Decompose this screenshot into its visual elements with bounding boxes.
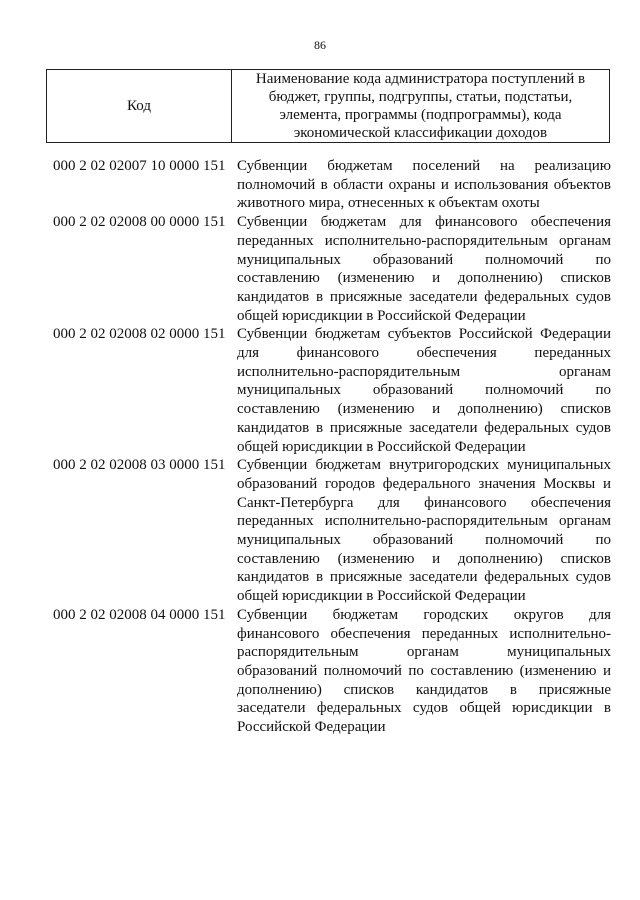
revenue-name-line: Российской Федерации xyxy=(237,719,386,736)
revenue-name-line: заседатели федеральных судов общей юрисдикции в xyxy=(237,700,611,717)
header-name-line: экономической классификации доходов xyxy=(293,125,548,141)
table-row xyxy=(53,213,611,325)
revenue-code: 000 2 02 02008 04 0000 151 xyxy=(53,606,226,623)
revenue-name-line: составлению (изменению и дополнению) списков xyxy=(237,270,611,287)
revenue-name-line: образований полномочий по составлению (изменению и xyxy=(237,662,611,679)
table-row xyxy=(53,325,611,456)
revenue-name-line: животного мира, отнесенных к объектам охоты xyxy=(237,195,540,212)
header-name-line: бюджет, группы, подгруппы, статьи, подстатьи, xyxy=(268,89,573,105)
revenue-code: 000 2 02 02008 02 0000 151 xyxy=(53,326,226,343)
revenue-name-line: Санкт-Петербурга для финансового обеспечения xyxy=(237,494,611,511)
header-name-line: элемента, программы (подпрограммы), кода xyxy=(279,107,562,123)
revenue-code: 000 2 02 02008 03 0000 151 xyxy=(53,457,226,474)
table-row xyxy=(53,606,611,737)
revenue-name-line: составлению (изменению и дополнению) списков xyxy=(237,550,611,567)
revenue-name-line: общей юрисдикции в Российской Федерации xyxy=(237,307,526,324)
page-number: 86 xyxy=(314,38,326,52)
revenue-name-line: Субвенции бюджетам субъектов Российской Федерации xyxy=(237,326,611,343)
revenue-name-line: Субвенции бюджетам внутригородских муниципальных xyxy=(237,457,611,474)
revenue-name-line: переданных исполнительно-распорядительным органам xyxy=(237,513,611,530)
revenue-name-line: финансового обеспечения переданных исполнительно- xyxy=(237,625,611,642)
header-name-line: Наименование кода администратора поступлений в xyxy=(255,71,586,87)
revenue-name-line: Субвенции бюджетам поселений на реализацию xyxy=(237,158,611,174)
revenue-name-line: для финансового обеспечения переданных xyxy=(237,345,611,362)
revenue-name-line: дополнению) списков кандидатов в присяжные xyxy=(237,681,611,698)
revenue-code: 000 2 02 02008 00 0000 151 xyxy=(53,214,226,231)
revenue-name-line: исполнительно-распорядительным органам xyxy=(237,363,611,380)
revenue-name-line: кандидатов в присяжные заседатели федеральных судов xyxy=(237,288,611,305)
revenue-name-line: муниципальных образований полномочий по xyxy=(237,251,611,268)
revenue-name-line: кандидатов в присяжные заседатели федеральных судов xyxy=(237,569,611,586)
revenue-name-line: кандидатов в присяжные заседатели федеральных судов xyxy=(237,419,611,436)
revenue-name xyxy=(237,213,611,325)
revenue-code: 000 2 02 02007 10 0000 151 xyxy=(53,158,226,174)
table-body xyxy=(53,157,611,737)
revenue-name-line: Субвенции бюджетам для финансового обеспечения xyxy=(237,214,611,231)
revenue-name-line: муниципальных образований полномочий по xyxy=(237,382,611,399)
revenue-name-line: Субвенции бюджетам городских округов для xyxy=(237,606,611,623)
revenue-name-line: распорядительным органам муниципальных xyxy=(237,644,611,661)
revenue-name-line: общей юрисдикции в Российской Федерации xyxy=(237,438,526,455)
revenue-name-line: составлению (изменению и дополнению) списков xyxy=(237,401,611,418)
revenue-name xyxy=(237,606,611,737)
revenue-name xyxy=(237,325,611,456)
table-row xyxy=(53,456,611,606)
revenue-name xyxy=(237,157,611,213)
revenue-name xyxy=(237,456,611,606)
revenue-name-line: переданных исполнительно-распорядительным органам xyxy=(237,232,611,249)
header-code-cell: Код xyxy=(46,70,232,142)
table-row xyxy=(53,157,611,213)
revenue-name-line: муниципальных образований полномочий по xyxy=(237,532,611,549)
table-header xyxy=(46,69,610,143)
revenue-name-line: образований городов федерального значения Москвы и xyxy=(237,475,611,492)
revenue-name-line: полномочий в области охраны и использования объектов xyxy=(237,176,611,193)
header-name-cell xyxy=(232,70,610,142)
revenue-name-line: общей юрисдикции в Российской Федерации xyxy=(237,588,526,605)
